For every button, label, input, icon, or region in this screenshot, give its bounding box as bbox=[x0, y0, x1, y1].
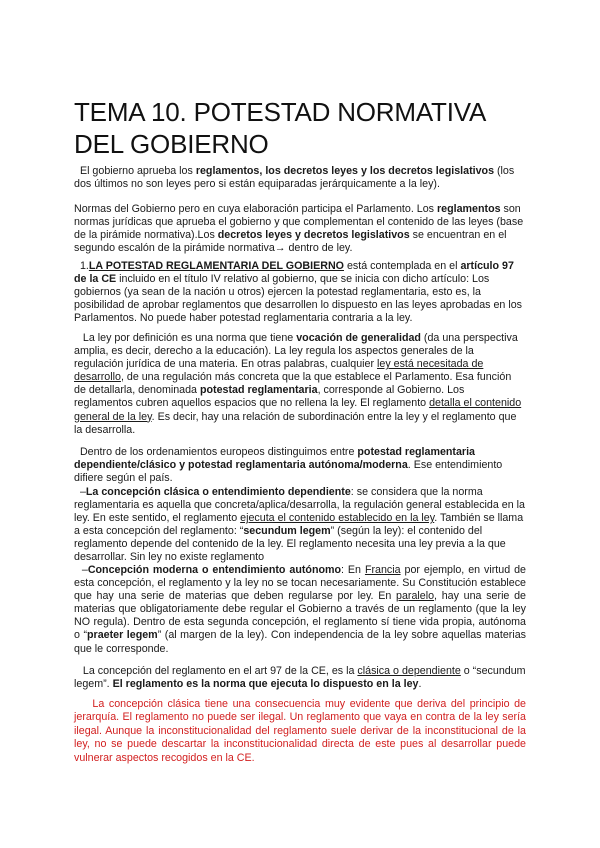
paragraph-consecuencia-jerarquia: La concepción clásica tiene una consecuencia muy evidente que deriva del principio de jerarquía. El reglamento no puede ser ilegal. Un reglamento que vaya en contra de la ley sería ilegal. Aunque la inconstitucionalidad del reglamento suele derivar de la inconstitucional de la ley, no se puede descartar la inconstitucionalidad directa de este pues al desarrollar puede vulnerar aspectos recogidos en la CE. bbox=[74, 698, 526, 764]
paragraph-concepcion-clasica: –La concepción clásica o entendimiento dependiente: se considera que la norma reglamentaria es aquella que concreta/aplica/desarrolla, la regulación general establecida en la ley. En este sentido, el reglamento ejecuta el contenido establecido en la ley. También se llama a esta concepción del reglamento: “secundum legem” (según la ley): el contenido del reglamento depende del contenido de la ley. El reglamento necesita una ley previa a la que desarrollar. Sin ley no existe reglamento bbox=[74, 486, 525, 564]
page-title: TEMA 10. POTESTAD NORMATIVA DEL GOBIERNO bbox=[74, 97, 485, 159]
paragraph-normas-gobierno: Normas del Gobierno pero en cuya elaboración participa el Parlamento. Los reglamentos son normas jurídicas que aprueba el gobierno y que complementan el contenido de las leyes (base de la pirámide normativa).Los decretos leyes y decretos legislativos se encuentran en el segundo escalón de la pirámide normativa→ dentro de ley. bbox=[74, 203, 524, 255]
paragraph-articulo-97: La concepción del reglamento en el art 97 de la CE, es la clásica o dependiente o “secundum legem”. El reglamento es la norma que ejecuta lo dispuesto en la ley. bbox=[74, 665, 526, 691]
paragraph-concepcion-moderna: –Concepción moderna o entendimiento autónomo: En Francia por ejemplo, en virtud de esta concepción, el reglamento y la ley no se tocan necesariamente. Su Constitución establece que hay una serie de materias que deben regularse por ley. En paralelo, hay una serie de materias que obligatoriamente debe regular el Gobierno a través de un reglamento (que la ley NO regula). Dentro de esta segunda concepción, el reglamento sí tiene vida propia, autónoma o “praeter legem” (al margen de la ley). Con independencia de la ley sobre aquellas materias que le corresponde. bbox=[74, 564, 526, 655]
paragraph-potestad-reglamentaria: 1.LA POTESTAD REGLAMENTARIA DEL GOBIERNO está contemplada en el artículo 97 de la CE incluido en el título IV relativo al gobierno, que se inicia con dicho artículo: Los gobiernos (ya sean de la nación u otros) ejercen la potestad reglamentaria, esto es, la posibilidad de aprobar reglamentos que desarrollen lo dispuesto en las leyes aprobadas en los Parlamentos. No puede haber potestad reglamentaria contraria a la ley. bbox=[74, 260, 522, 325]
paragraph-ley-generalidad: La ley por definición es una norma que tiene vocación de generalidad (da una perspectiva amplia, es decir, derecho a la educación). La ley regula los aspectos generales de la regulación jurídica de una materia. En otras palabras, cualquier ley está necesitada de desarrollo, de una regulación más concreta que la que establece el Parlamento. Esa función de detallarla, denominada potestad reglamentaria, corresponde al Gobierno. Los reglamentos cubren aquellos espacios que no rellena la ley. El reglamento detalla el contenido general de la ley. Es decir, hay una relación de subordinación entre la ley y el reglamento que la desarrolla. bbox=[74, 332, 522, 436]
paragraph-intro: El gobierno aprueba los reglamentos, los decretos leyes y los decretos legislativos (los dos últimos no son leyes pero si están equiparadas jerárquicamente a la ley). bbox=[74, 165, 515, 191]
paragraph-ordenamientos-europeos: Dentro de los ordenamientos europeos distinguimos entre potestad reglamentaria dependiente/clásico y potestad reglamentaria autónoma/moderna. Ese entendimiento difiere según el país. bbox=[74, 446, 503, 485]
